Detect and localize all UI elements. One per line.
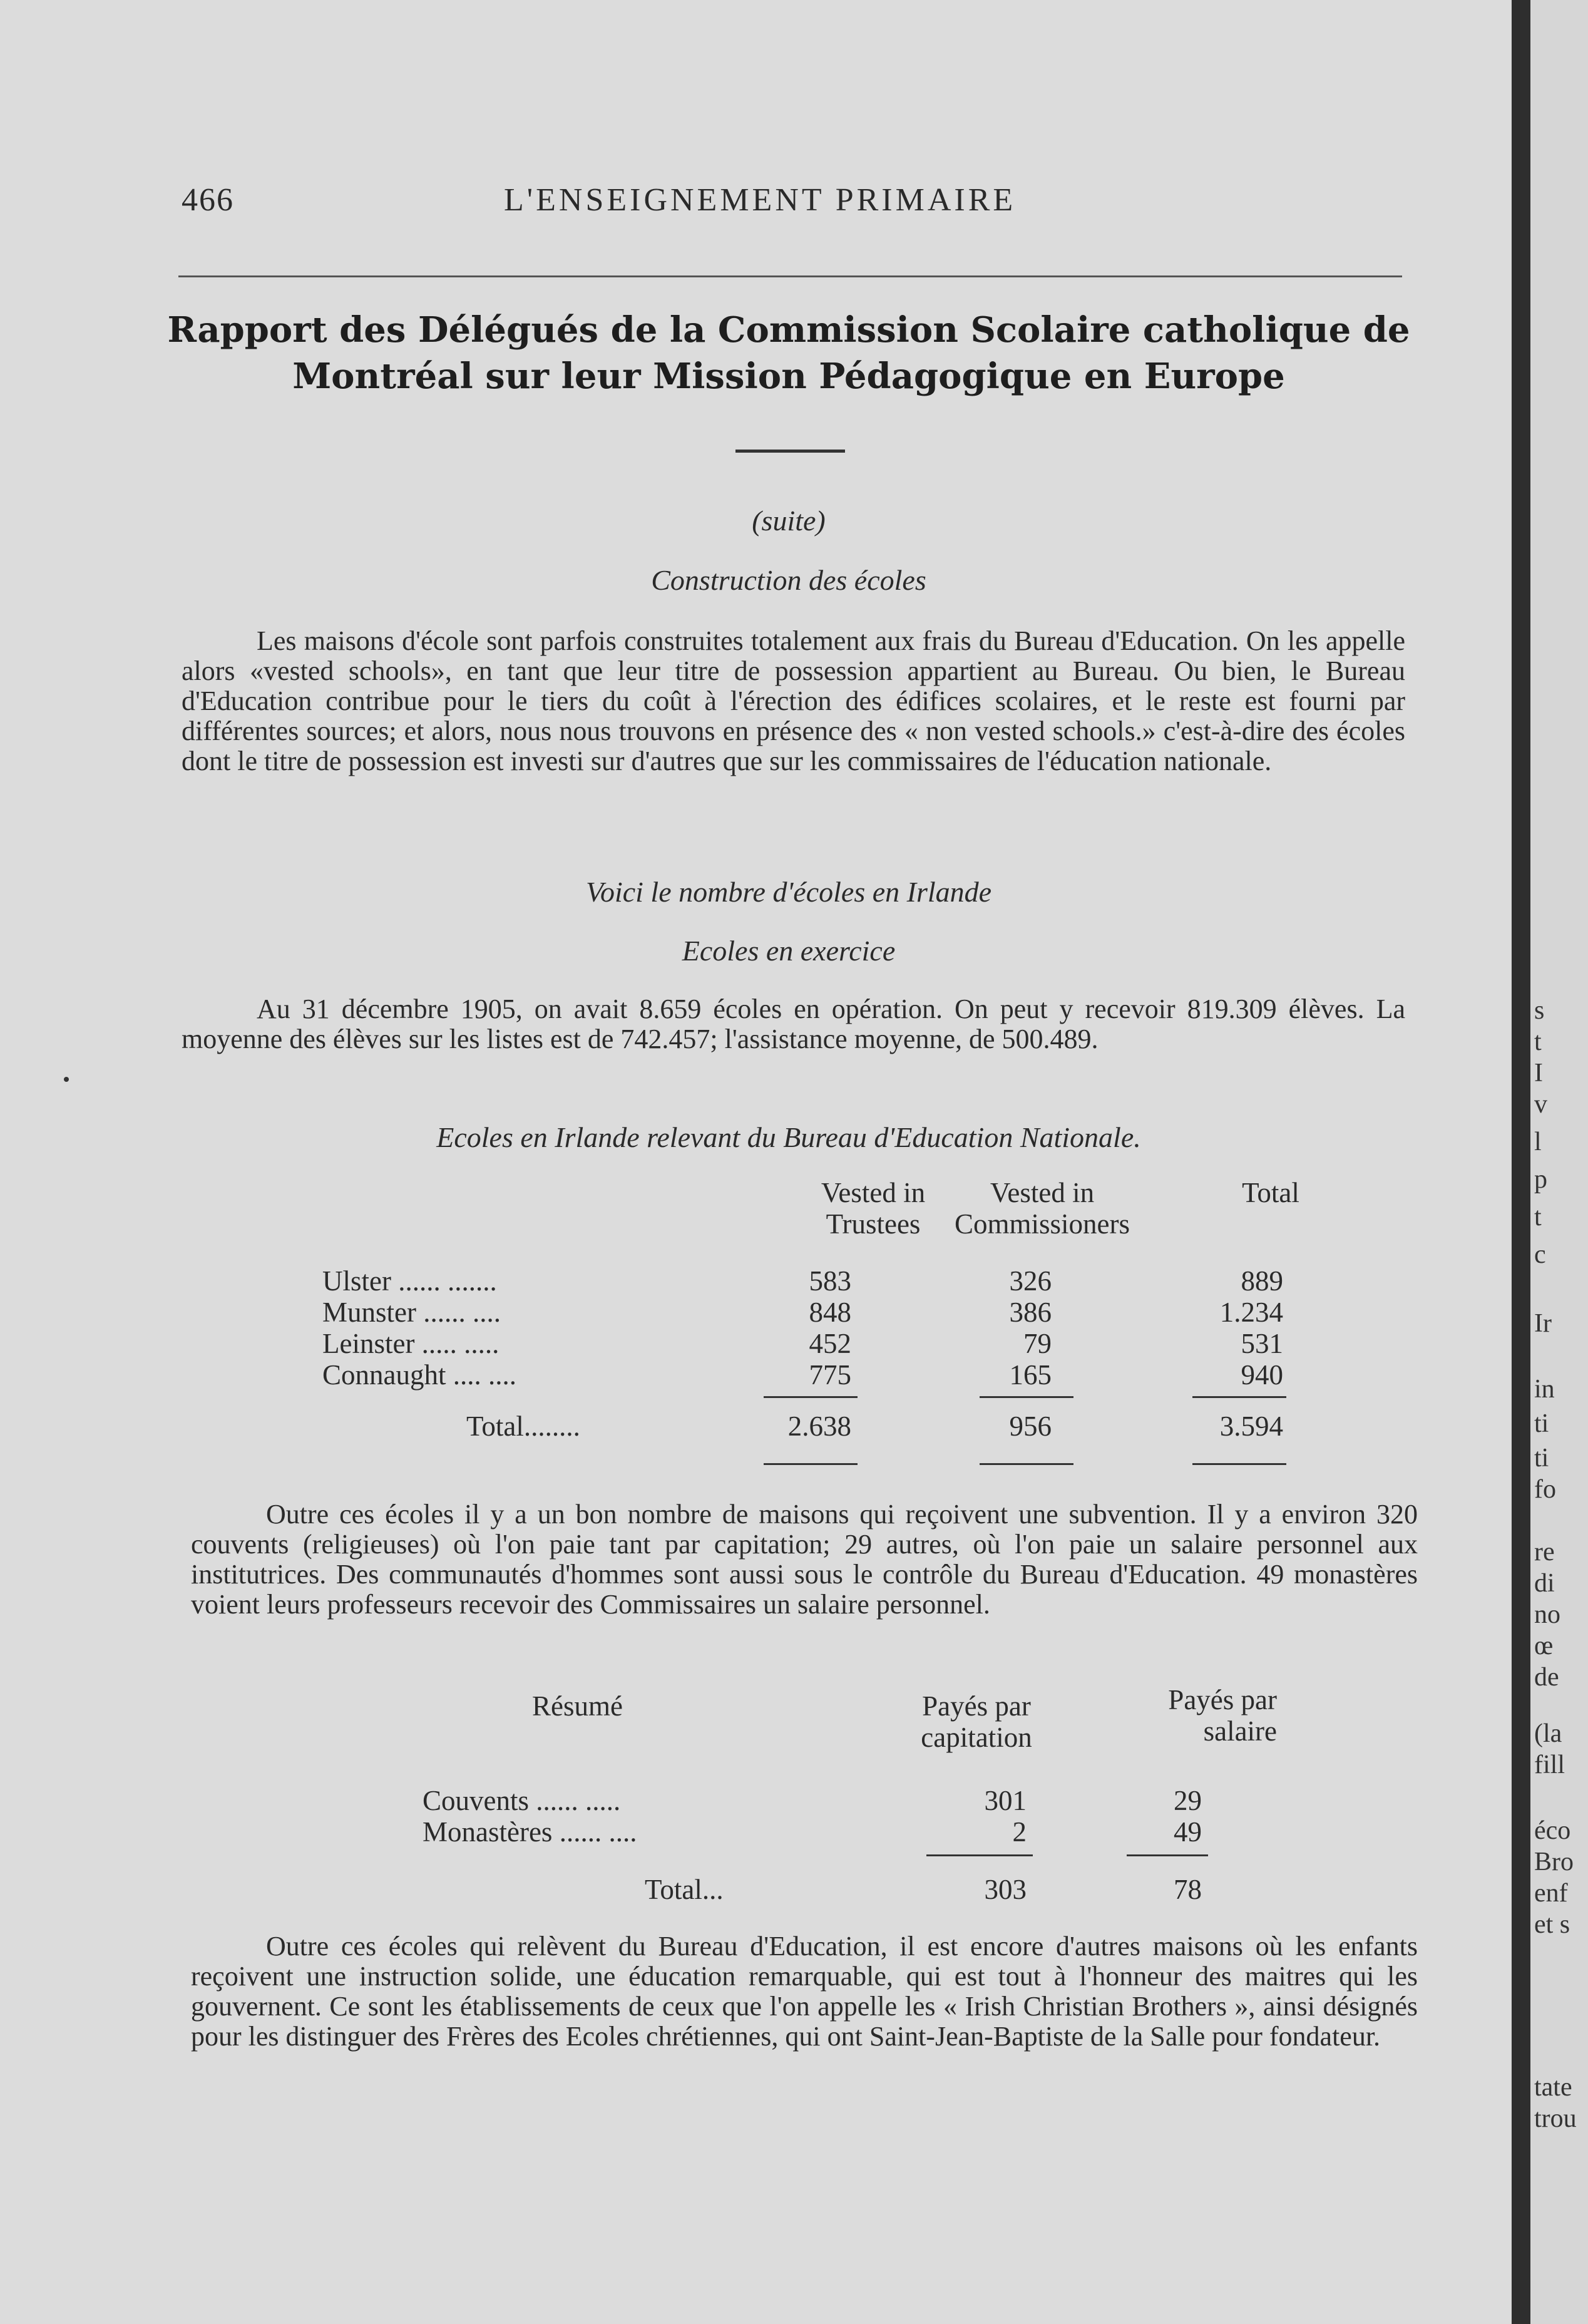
table-row [313, 1296, 1377, 1327]
row-region: Ulster ...... ....... [322, 1265, 497, 1297]
total-rule [1192, 1463, 1286, 1465]
row-region: Munster ...... .... [322, 1297, 501, 1328]
adjacent-fragment: t [1534, 1203, 1542, 1231]
total-label: Total........ [466, 1411, 580, 1442]
adjacent-fragment: de [1534, 1663, 1559, 1692]
cell-trustees: 583 [809, 1265, 851, 1297]
col-header-trustees: Vested in Trustees [821, 1177, 926, 1240]
adjacent-fragment: Ir [1534, 1309, 1552, 1338]
cell-commissioners: 386 [1009, 1297, 1052, 1328]
subheading-number: Voici le nombre d'écoles en Irlande [585, 876, 992, 908]
cell-capitation: 301 [984, 1785, 1027, 1816]
paragraph-text: Les maisons d'école sont parfois construites totalement aux frais du Bureau d'Education. On les appelle alors «vested schools», en tant que leur titre de possession appartient au Bureau. Ou bien, le Bureau d'Education contribue pour le tiers du coût à l'érection des édifices scolaires, et le reste est fourni par différentes sources; et alors, nous nous trouvons en présence des « non vested schools.» c'est-à-dire des écoles dont le titre de possession est investi sur d'autres que sur les commissaires de l'éducation nationale. [182, 625, 1405, 776]
paragraph-text: Au 31 décembre 1905, on avait 8.659 écoles en opération. On peut y recevoir 819.309 élèves. La moyenne des élèves sur les listes est de 742.457; l'assistance moyenne, de 500.489. [182, 994, 1405, 1054]
total-label: Total... [645, 1874, 724, 1905]
adjacent-page-edge [1530, 0, 1588, 2324]
adjacent-fragment: in [1534, 1375, 1555, 1404]
page-number: 466 [182, 182, 234, 218]
row-label: Monastères ...... .... [423, 1816, 637, 1848]
adjacent-fragment: Bro [1534, 1848, 1574, 1876]
paragraph-statistics [182, 994, 1405, 1054]
table-total-row [313, 1410, 1377, 1441]
table1-caption: Ecoles en Irlande relevant du Bureau d'Education Nationale. [436, 1121, 1141, 1153]
total-rule [980, 1463, 1073, 1465]
adjacent-fragment: di [1534, 1569, 1555, 1598]
adjacent-fragment: no [1534, 1600, 1560, 1629]
subheading-exercice: Ecoles en exercice [682, 935, 896, 967]
sum-rule [926, 1854, 1033, 1856]
adjacent-fragment: fo [1534, 1475, 1556, 1504]
adjacent-fragment: tate [1534, 2073, 1572, 2102]
cell-salaire: 29 [1174, 1785, 1202, 1816]
total-commissioners: 956 [1009, 1411, 1052, 1442]
paragraph-text: Outre ces écoles qui relèvent du Bureau d'Education, il est encore d'autres maisons où les enfants reçoivent une instruction solide, une éducation remarquable, qui est tout à l'honneur des maitres qui les gouvernent. Ce sont les établissements de ceux que l'on appelle les « Irish Christian Brothers », ainsi désignés pour les distinguer des Frères des Ecoles chrétiennes, qui ont Saint-Jean-Baptiste de la Salle pour fondateur. [191, 1931, 1418, 2052]
adjacent-fragment: v [1534, 1090, 1547, 1119]
section-heading: Construction des écoles [651, 564, 926, 596]
table-total-row [407, 1873, 1283, 1905]
summary-label: Résumé [532, 1690, 623, 1722]
suite-label: (suite) [752, 505, 826, 537]
total-capitation: 303 [984, 1874, 1027, 1905]
cell-commissioners: 165 [1009, 1359, 1052, 1391]
col-header-total: Total [1242, 1177, 1299, 1208]
table-row [407, 1784, 1283, 1816]
paragraph-text: Outre ces écoles il y a un bon nombre de maisons qui reçoivent une subvention. Il y a environ 320 couvents (religieuses) où l'on paie tant par capitation; 29 autres, où l'on paie un salaire personnel aux institutrices. Des communautés d'hommes sont aussi sous le contrôle du Bureau d'Education. 49 monastères voient leurs professeurs recevoir des Commissaires un salaire personnel. [191, 1499, 1418, 1620]
cell-total: 889 [1241, 1265, 1283, 1297]
table-row [313, 1359, 1377, 1390]
cell-total: 1.234 [1219, 1297, 1283, 1328]
adjacent-fragment: et s [1534, 1910, 1570, 1939]
total-rule [764, 1463, 858, 1465]
margin-mark [64, 1077, 69, 1082]
paragraph-subventions [191, 1499, 1418, 1620]
col-header-commissioners: Vested in Commissioners [954, 1177, 1130, 1240]
adjacent-fragment: s [1534, 996, 1545, 1025]
adjacent-fragment: p [1534, 1165, 1547, 1194]
adjacent-fragment: enf [1534, 1879, 1568, 1908]
adjacent-fragment: œ [1534, 1632, 1554, 1660]
adjacent-fragment: ti [1534, 1444, 1549, 1473]
sum-rule [1192, 1396, 1286, 1398]
sum-rule [980, 1396, 1073, 1398]
adjacent-fragment: re [1534, 1538, 1555, 1566]
article-title-line-2: Montréal sur leur Mission Pédagogique en Europe [292, 356, 1285, 397]
adjacent-fragment: ti [1534, 1409, 1549, 1438]
article-title [156, 307, 1421, 399]
total-trustees: 2.638 [787, 1411, 851, 1442]
cell-salaire: 49 [1174, 1816, 1202, 1848]
adjacent-fragment: éco [1534, 1816, 1571, 1845]
book-gutter [1512, 0, 1530, 2324]
cell-commissioners: 326 [1009, 1265, 1052, 1297]
cell-trustees: 775 [809, 1359, 851, 1391]
total-salaire: 78 [1174, 1874, 1202, 1905]
cell-trustees: 848 [809, 1297, 851, 1328]
table-row [313, 1265, 1377, 1296]
table-row [407, 1816, 1283, 1847]
paragraph-construction [182, 626, 1405, 776]
adjacent-fragment: trou [1534, 2104, 1577, 2133]
adjacent-fragment: (la [1534, 1719, 1562, 1748]
table-row [313, 1327, 1377, 1359]
running-title: L'ENSEIGNEMENT PRIMAIRE [504, 182, 1017, 218]
adjacent-fragment: c [1534, 1240, 1546, 1269]
row-region: Leinster ..... ..... [322, 1328, 499, 1359]
cell-capitation: 2 [1012, 1816, 1027, 1848]
col-header-capitation: Payés par capitation [921, 1690, 1032, 1753]
title-rule [735, 450, 845, 453]
cell-commissioners: 79 [1023, 1328, 1052, 1359]
row-region: Connaught .... .... [322, 1359, 516, 1391]
row-label: Couvents ...... ..... [423, 1785, 621, 1816]
total-total: 3.594 [1219, 1411, 1283, 1442]
article-title-line-1: Rapport des Délégués de la Commission Scolaire catholique de [167, 309, 1410, 351]
adjacent-fragment: I [1534, 1059, 1543, 1087]
cell-total: 531 [1241, 1328, 1283, 1359]
adjacent-fragment: t [1534, 1027, 1542, 1056]
paragraph-christian-brothers [191, 1931, 1418, 2052]
header-rule [178, 275, 1402, 277]
sum-rule [1127, 1854, 1208, 1856]
col-header-salaire: Payés par salaire [1168, 1684, 1277, 1747]
sum-rule [764, 1396, 858, 1398]
adjacent-fragment: l [1534, 1128, 1542, 1156]
cell-total: 940 [1241, 1359, 1283, 1391]
running-header [182, 182, 1070, 225]
cell-trustees: 452 [809, 1328, 851, 1359]
adjacent-fragment: fill [1534, 1751, 1565, 1779]
